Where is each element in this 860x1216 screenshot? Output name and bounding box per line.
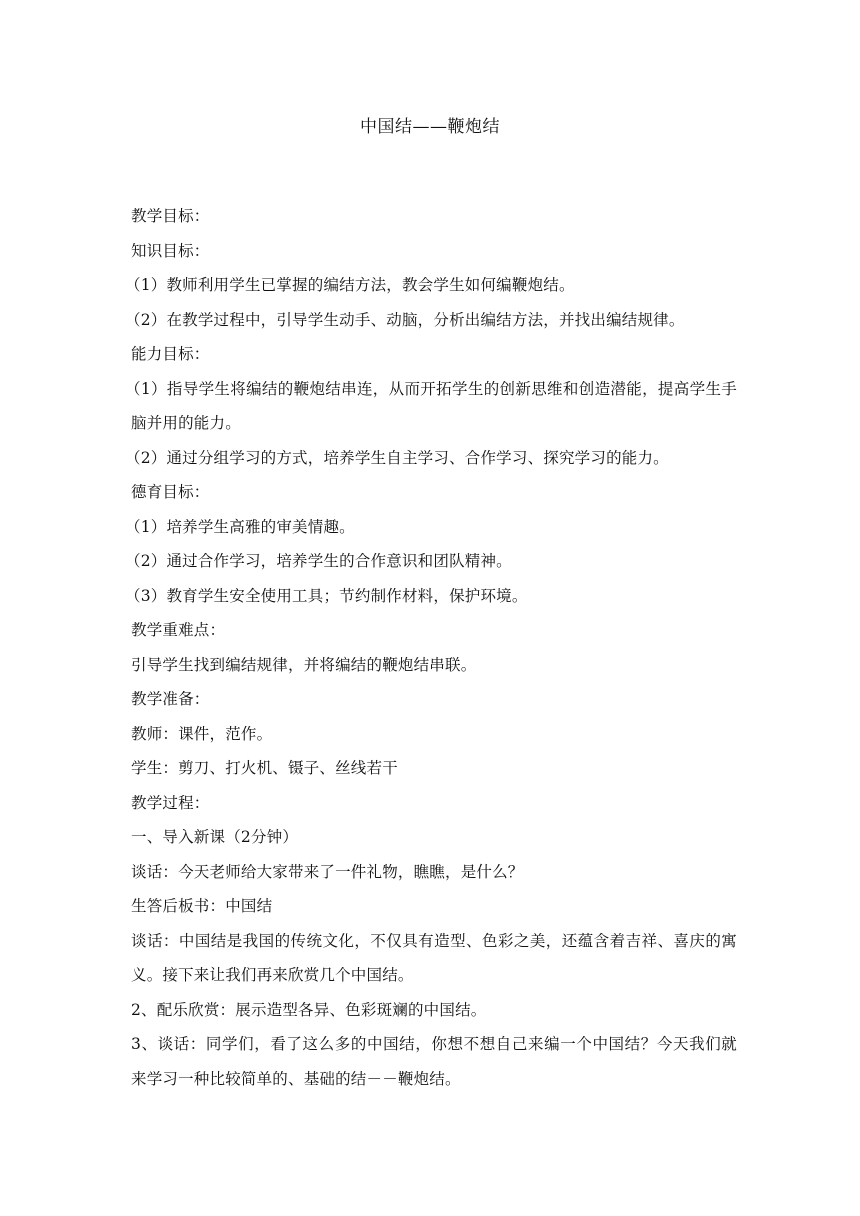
process-board-writing: 生答后板书：中国结 [131,897,273,915]
key-points-text: 引导学生找到编结规律，并将编结的鞭炮结串联。 [131,655,477,674]
subheading-knowledge-goals: 知识目标： [131,241,210,260]
knowledge-goal-1: （1）教师利用学生已掌握的编结方法，教会学生如何编鞭炮结。 [125,276,575,294]
ability-goal-1: （1）指导学生将编结的鞭炮结串连，从而开拓学生的创新思维和创造潜能，提高学生手脑并用的能力。 [125,379,737,432]
subheading-ability-goals: 能力目标： [131,345,210,363]
section-heading-preparation: 教学准备： [131,690,210,708]
section-heading-process: 教学过程： [131,793,210,812]
moral-goal-1: （1）培养学生高雅的审美情趣。 [125,517,355,536]
section-heading-teaching-goals: 教学目标： [131,207,210,225]
preparation-teacher: 教师：课件，范作。 [131,724,273,743]
process-step-2: 2、配乐欣赏：展示造型各异、色彩斑斓的中国结。 [131,1000,487,1019]
process-dialogue-1: 谈话：今天老师给大家带来了一件礼物，瞧瞧，是什么？ [131,862,524,881]
section-heading-key-points: 教学重难点： [131,621,226,639]
ability-goal-2: （2）通过分组学习的方式，培养学生自主学习、合作学习、探究学习的能力。 [125,448,669,467]
process-dialogue-2: 谈话：中国结是我国的传统文化，不仅具有造型、色彩之美，还蕴含着吉祥、喜庆的寓义。接下来让我们再来欣赏几个中国结。 [131,931,737,984]
moral-goal-3: （3）教育学生安全使用工具；节约制作材料，保护环境。 [125,586,528,605]
knowledge-goal-2: （2）在教学过程中，引导学生动手、动脑，分析出编结方法，并找出编结规律。 [125,310,685,329]
document-body [125,199,737,1096]
moral-goal-2: （2）通过合作学习，培养学生的合作意识和团队精神。 [125,552,512,570]
process-step-3: 3、谈话：同学们，看了这么多的中国结，你想不想自己来编一个中国结？今天我们就来学习一种比较简单的、基础的结－－鞭炮结。 [131,1035,737,1088]
document-title: 中国结——鞭炮结 [360,117,500,137]
preparation-students: 学生：剪刀、打火机、镊子、丝线若干 [131,759,398,777]
subheading-moral-goals: 德育目标： [131,483,210,501]
process-step-1-heading: 一、导入新课（2分钟） [131,828,299,846]
